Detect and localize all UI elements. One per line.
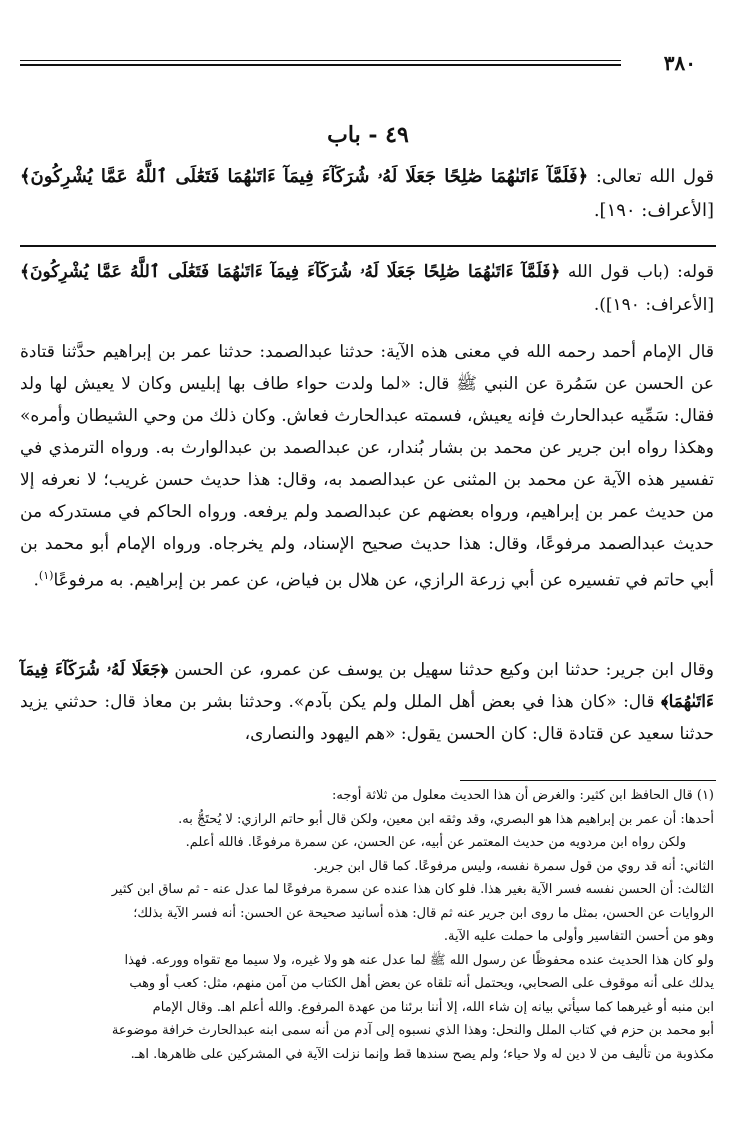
footnotes [18, 784, 714, 1066]
footnote-line: ولكن رواه ابن مردويه من حديث المعتمر عن أبيه، عن الحسن، عن سمرة مرفوعًا. فالله أعلم. [185, 835, 686, 850]
header-rule-thick [20, 64, 621, 66]
paragraph-text-continued: قال: «كان هذا في بعض أهل الملل ولم يكن بآدم». وحدثنا بشر بن معاذ قال: حدثني يزيد حدثنا سعيد عن قتادة قال: كان الحسن يقول: «هم اليهود والنصارى، [20, 692, 714, 744]
chapter-verse-block [20, 160, 714, 228]
header-rule [20, 60, 621, 61]
chapter-title: ٤٩ - باب [327, 122, 409, 148]
commentary-intro: قوله: (باب قول الله [560, 262, 715, 282]
footnote-line: أحدها: أن عمر بن إبراهيم هذا هو البصري، وقد وثقه ابن معين، ولكن قال أبو حاتم الرازي: لا يُحتَجُّ به. [178, 811, 714, 827]
page-number: ٣٨٠ [663, 51, 696, 75]
verse-intro: قول الله تعالى: [588, 166, 714, 187]
section-divider [20, 245, 716, 247]
paragraph-text: وقال ابن جرير: حدثنا ابن وكيع حدثنا سهيل بن يوسف عن عمرو، عن الحسن [168, 660, 714, 680]
footnote-line: وهو من أحسن التفاسير وأولى ما حملت عليه الآية. [443, 929, 714, 944]
paragraph-text: قال الإمام أحمد رحمه الله في معنى هذه الآية: حدثنا عبدالصمد: حدثنا عمر بن إبراهيم حدَّثنا قتادة عن الحسن عن سَمُرة عن النبي ﷺ قال: «لما ولدت حواء طاف بها إبليس وكان لا يعيش لها ولد فقال: سَمِّيه عبدالحارث فإنه يعيش، فسمته عبدالحارث فعاش. وكان ذلك من وحي الشيطان وأمره» وهكذا رواه ابن جرير عن محمد بن بشار بُندار، عن عبدالصمد بن عبدالوارث به. ورواه الترمذي في تفسير هذه الآية عن محمد بن المثنى عن عبدالصمد به، وقال: هذا حديث حسن غريب؛ لا نعرفه إلا من حديث عمر بن إبراهيم، ورواه بعضهم عن عبدالصمد ولم يرفعه. ورواه الحاكم في مستدركه من حديث عبدالصمد مرفوعًا، وقال: هذا حديث صحيح الإسناد، ولم يخرجاه. ورواه الإمام أبو محمد بن أبي حاتم في تفسيره عن أبي زرعة الرازي، عن هلال بن فياض، عن عمر بن إبراهيم. به مرفوعًا [20, 342, 714, 591]
commentary-paragraph-3 [20, 654, 714, 750]
footnote-line: (١) قال الحافظ ابن كثير: والغرض أن هذا الحديث معلول من ثلاثة أوجه: [332, 788, 714, 803]
footnote-marker: (١) [38, 569, 54, 582]
page-header [20, 52, 716, 76]
footnote-line: الثاني: أنه قد روي من قول سمرة نفسه، وليس مرفوعًا. كما قال ابن جرير. [313, 858, 714, 874]
footnote-line: الروايات عن الحسن، بمثل ما روى ابن جرير عنه ثم قال: هذه أسانيد صحيحة عن الحسن: أنه فسر الآية بذلك؛ [133, 905, 714, 921]
footnote-line: أبو محمد بن حزم في كتاب الملل والنحل: وهذا الذي نسبوه إلى آدم من أنه سمى ابنه عبدالحارث خرافة موضوعة [111, 1023, 714, 1038]
commentary-paragraph-1 [20, 256, 714, 322]
verse-reference: [الأعراف: ١٩٠]. [593, 200, 714, 221]
footnote-line: الثالث: أن الحسن نفسه فسر الآية بغير هذا. فلو كان هذا عنده عن سمرة مرفوعًا لما عدل عنه - ثم ساق ابن كثير [111, 882, 714, 897]
footnote-line: ابن منبه أو غيرهما كما سيأتي بيانه إن شاء الله، إلا أننا برئنا من عهدة المرفوع. والله أعلم اهـ. وقال الإمام [152, 999, 714, 1015]
footnote-line: ولو كان هذا الحديث عنده محفوظًا عن رسول الله ﷺ لما عدل عنه هو ولا غيره، ولا سيما مع تقواه وورعه. فهذا [124, 952, 714, 968]
quran-verse: ﴿فَلَمَّآ ءَاتَىٰهُمَا صَٰلِحًا جَعَلَا لَهُۥ شُرَكَآءَ فِيمَآ ءَاتَىٰهُمَا فَتَعَٰلَى ٱللَّهُ عَمَّا يُشْرِكُونَ﴾ [20, 166, 589, 187]
commentary-verse: ﴿فَلَمَّآ ءَاتَىٰهُمَا صَٰلِحًا جَعَلَا لَهُۥ شُرَكَآءَ فِيمَآ ءَاتَىٰهُمَا فَتَعَٰلَى ٱللَّهُ عَمَّا يُشْرِكُونَ﴾ [20, 262, 561, 282]
inline-verse: ﴿جَعَلَا لَهُۥ شُرَكَآءَ فِيمَآ ءَاتَىٰهُمَا﴾ [20, 660, 714, 712]
paragraph-end: . [33, 570, 39, 591]
footnote-rule [460, 780, 716, 781]
commentary-verse-reference: [الأعراف: ١٩٠]). [593, 295, 714, 315]
footnote-line: مكذوبة من تأليف من لا دين له ولا حياء؛ ولم يصح سندها قط وإنما نزلت الآية في المشركين على ظاهرها. اهـ. [130, 1046, 714, 1062]
commentary-paragraph-2 [20, 336, 714, 597]
footnote-line: يدلك على أنه موقوف على الصحابي، ويحتمل أنه تلقاه عن بعض أهل الكتاب من آمن منهم، مثل: كعب أو وهب [129, 976, 714, 991]
